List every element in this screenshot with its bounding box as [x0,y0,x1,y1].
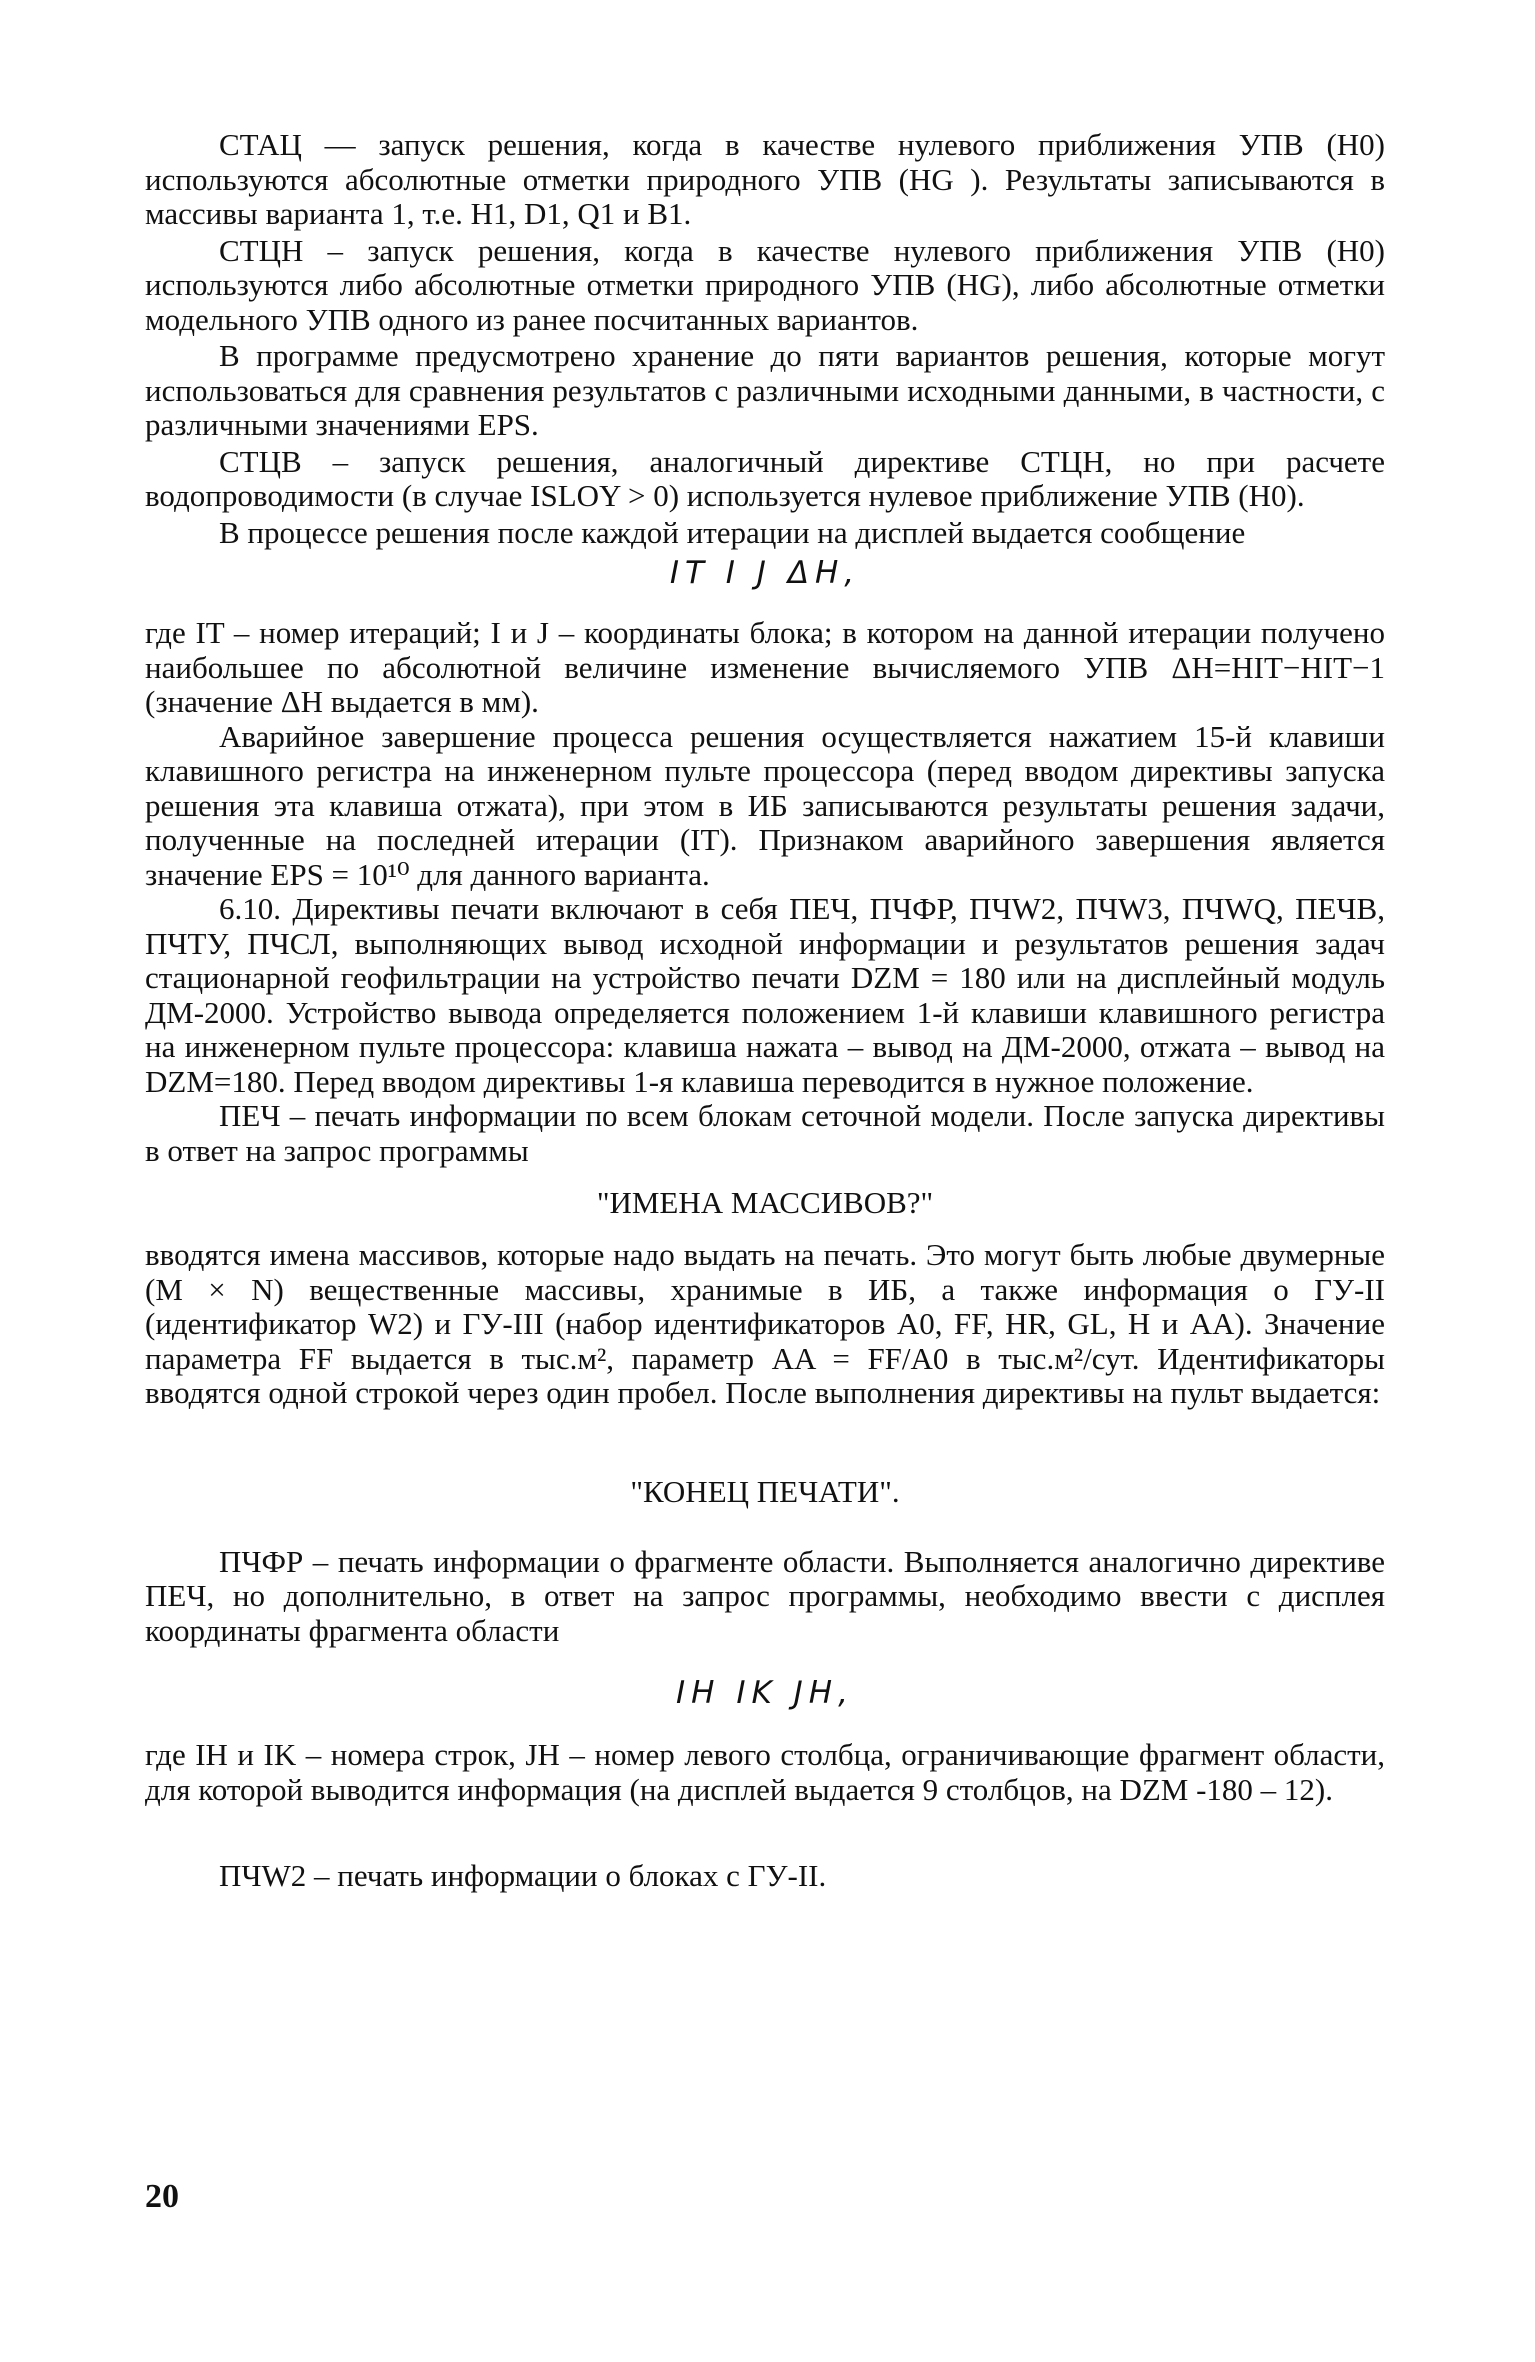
paragraph-pchfr: ПЧФР – печать информации о фрагменте области. Выполняется аналогично директиве ПЕЧ, но дополнительно, в ответ на запрос программы, необходимо ввести с дисплея координаты фрагмента области [145,1543,1385,1648]
paragraph-pech: ПЕЧ – печать информации по всем блокам сеточной модели. После запуска директивы в ответ на запрос программы [145,1098,1385,1168]
document-page [145,128,1385,1894]
paragraph-pchw2: ПЧW2 – печать информации о блоках с ГУ-II. [219,1858,827,1893]
paragraph-stac: СТАЦ — запуск решения, когда в качестве нулевого приближения УПВ (H0) используются абсолютные отметки природного УПВ (HG ). Результаты записываются в массивы варианта 1, т.е. H1, D1, Q1 и B1. [145,127,1385,231]
paragraph-where-it: где IT – номер итераций; I и J – координаты блока; в котором на данной итерации получено наибольшее по абсолютной величине изменение вычисляемого УПВ ΔH=HIT−HIT−1 (значение ΔH выдается в мм). [145,615,1385,719]
paragraph-where-ih: где IH и IK – номера строк, JH – номер левого столбца, ограничивающие фрагмент области, для которой выводится информация (на дисплей выдается 9 столбцов, на DZM -180 – 12). [145,1737,1385,1807]
paragraph-stcn: СТЦН – запуск решения, когда в качестве нулевого приближения УПВ (H0) используются либо абсолютные отметки природного УПВ (HG), либо абсолютные отметки модельного УПВ одного из ранее посчитанных вариантов. [145,232,1385,337]
paragraph-stcv: СТЦВ – запуск решения, аналогичный директиве СТЦН, но при расчете водопроводимости (в случае ISLOY > 0) используется нулевое приближение УПВ (H0). [145,443,1385,513]
paragraph-iteration: В процессе решения после каждой итерации на дисплей выдается сообщение [219,514,1246,550]
end-print-message: "КОНЕЦ ПЕЧАТИ". [630,1473,900,1509]
paragraph-names: вводятся имена массивов, которые надо выдать на печать. Это могут быть любые двумерные (M × N) вещественные массивы, хранимые в ИБ, а также информация о ГУ-II (идентификатор W2) и ГУ-III (набор идентификаторов A0, FF, HR, GL, H и AA). Значение параметра FF выдается в тыс.м², параметр AA = FF/A0 в тыс.м²/сут. Идентификаторы вводятся одной строкой через один пробел. После выполнения директивы на пульт выдается: [145,1237,1385,1410]
names-prompt: "ИМЕНА МАССИВОВ?" [596,1185,934,1220]
iteration-formula: IT I J ΔH, [669,555,861,591]
paragraph-storage: В программе предусмотрено хранение до пяти вариантов решения, которые могут использоваться для сравнения результатов с различными исходными данными, в частности, с различными значениями EPS. [145,338,1385,442]
ih-formula: IH IK JH, [676,1675,854,1711]
page-number: 20 [145,2178,179,2215]
paragraph-section-6-10: 6.10. Директивы печати включают в себя ПЕЧ, ПЧФР, ПЧW2, ПЧW3, ПЧWQ, ПЕЧВ, ПЧТУ, ПЧСЛ, выполняющих вывод исходной информации и результатов решения задач стационарной геофильтрации на устройство печати DZM = 180 или на дисплейный модуль ДМ-2000. Устройство вывода определяется положением 1-й клавиши клавишного регистра на инженерном пульте процессора: клавиша нажата – вывод на ДМ-2000, отжата – вывод на DZM=180. Перед вводом директивы 1-я клавиша переводится в нужное положение. [145,891,1385,1099]
paragraph-abort: Аварийное завершение процесса решения осуществляется нажатием 15-й клавиши клавишного регистра на инженерном пульте процессора (перед вводом директивы запуска решения эта клавиша отжата), при этом в ИБ записываются результаты решения задачи, полученные на последней итерации (IT). Признаком аварийного завершения является значение EPS = 10¹⁰ для данного варианта. [145,718,1385,892]
